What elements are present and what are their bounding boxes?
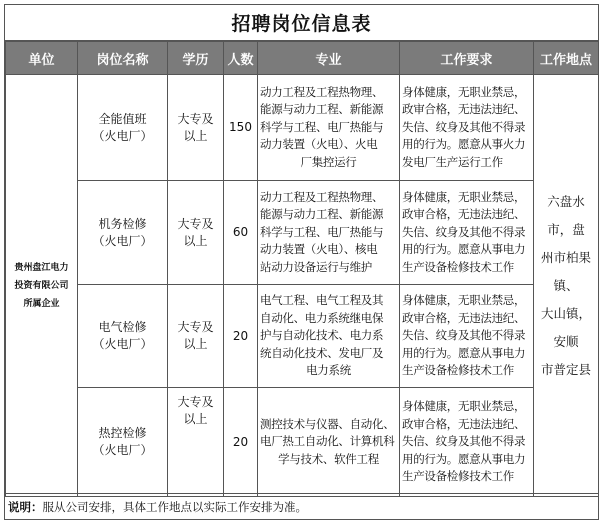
count-cell: 20	[224, 285, 258, 388]
education-line: 以上	[183, 337, 208, 351]
table-row	[6, 181, 599, 285]
requirement-line: 政审合格，无违法违纪、	[402, 102, 526, 117]
major-cell	[258, 388, 400, 497]
count-cell: 60	[224, 181, 258, 285]
major-line: 厂集控运行	[300, 154, 357, 169]
header-unit: 单位	[6, 42, 78, 75]
position-line: （火电厂）	[92, 443, 153, 457]
requirement-line: 用的行为。愿意从事电力	[402, 242, 526, 257]
location-line: 州市柏果镇、	[540, 249, 591, 293]
requirement-line: 失信、纹身及其他不得录	[402, 119, 526, 134]
header-count: 人数	[224, 42, 258, 75]
note-label: 说明：	[8, 499, 43, 514]
note-row	[5, 493, 598, 519]
requirement-cell	[400, 388, 534, 497]
location-cell	[534, 75, 599, 497]
education-line: 以上	[183, 233, 208, 248]
count-cell: 20	[224, 388, 258, 497]
education-line: 以上	[183, 128, 208, 143]
major-line: 护与自动化技术、电力系	[260, 328, 384, 343]
major-line: 统自动化技术、发电厂及	[260, 345, 384, 360]
unit-line: 所属企业	[23, 298, 60, 309]
major-line: 测控技术与仪器、自动化、	[260, 416, 395, 431]
major-cell	[258, 285, 400, 388]
position-cell	[78, 75, 168, 181]
major-line: 学与技术、软件工程	[278, 451, 379, 466]
requirement-line: 生产设备检修技术工作	[402, 469, 514, 484]
major-line: 能源与动力工程、新能源	[260, 102, 384, 117]
education-line: 大专及	[177, 111, 214, 126]
unit-line: 投资有限公司	[14, 280, 69, 291]
requirement-line: 身体健康，无职业禁忌，	[402, 84, 526, 99]
requirement-cell	[400, 181, 534, 285]
requirement-line: 生产设备检修技术工作	[402, 259, 514, 274]
requirement-cell	[400, 285, 534, 388]
major-line: 自动化、电力系统继电保	[260, 310, 384, 325]
major-cell	[258, 181, 400, 285]
education-line: 大专及	[177, 320, 214, 334]
unit-cell	[6, 75, 78, 497]
requirement-line: 身体健康，无职业禁忌，	[402, 189, 526, 204]
requirement-line: 失信、纹身及其他不得录	[402, 328, 526, 343]
table-row	[6, 285, 599, 388]
major-line: 电气工程、电气工程及其	[260, 293, 384, 308]
major-line: 动力装置（火电）、火电	[260, 137, 378, 152]
table-row	[6, 75, 599, 181]
recruitment-table	[5, 41, 599, 497]
table-title: 招聘岗位信息表	[5, 5, 598, 41]
education-cell	[168, 285, 224, 388]
requirement-line: 用的行为。愿意从事火力	[402, 137, 526, 152]
location-line: 六盘水市，盘	[547, 193, 585, 237]
requirement-line: 政审合格，无违法违纪、	[402, 207, 526, 222]
position-line: （火电厂）	[92, 233, 153, 248]
major-line: 科学与工程、电厂热能与	[260, 224, 384, 239]
major-line: 科学与工程、电厂热能与	[260, 119, 384, 134]
major-line: 动力工程及工程热物理、	[260, 189, 384, 204]
education-cell	[168, 75, 224, 181]
location-line: 大山镇，安顺	[540, 305, 591, 349]
recruitment-table-sheet	[4, 4, 599, 520]
requirement-line: 发电厂生产运行工作	[402, 154, 503, 169]
requirement-line: 失信、纹身及其他不得录	[402, 434, 526, 449]
major-line: 动力工程及工程热物理、	[260, 84, 384, 99]
major-line: 动力装置（火电）、核电	[260, 242, 378, 257]
major-line: 电力系统	[306, 363, 351, 378]
education-line: 以上	[183, 412, 208, 426]
position-line: （火电厂）	[92, 337, 153, 351]
header-education: 学历	[168, 42, 224, 75]
education-line: 大专及	[177, 395, 214, 409]
position-cell	[78, 388, 168, 497]
requirement-line: 用的行为。愿意从事电力	[402, 345, 526, 360]
position-line: 电气检修	[98, 320, 147, 334]
requirement-line: 政审合格，无违法违纪、	[402, 310, 526, 325]
position-line: 热控检修	[98, 426, 147, 440]
education-line: 大专及	[177, 216, 214, 231]
requirement-cell	[400, 75, 534, 181]
requirement-line: 政审合格，无违法违纪、	[402, 416, 526, 431]
header-position: 岗位名称	[78, 42, 168, 75]
major-line: 能源与动力工程、新能源	[260, 207, 384, 222]
position-cell	[78, 285, 168, 388]
position-cell	[78, 181, 168, 285]
table-row	[6, 388, 599, 497]
unit-line: 贵州盘江电力	[14, 262, 69, 273]
header-requirement: 工作要求	[400, 42, 534, 75]
education-cell	[168, 181, 224, 285]
requirement-line: 身体健康，无职业禁忌，	[402, 399, 526, 414]
position-line: （火电厂）	[92, 128, 153, 143]
count-cell: 150	[224, 75, 258, 181]
header-location: 工作地点	[534, 42, 599, 75]
position-line: 机务检修	[98, 216, 147, 231]
major-line: 站动力设备运行与维护	[260, 259, 372, 274]
major-cell	[258, 75, 400, 181]
requirement-line: 失信、纹身及其他不得录	[402, 224, 526, 239]
requirement-line: 用的行为。愿意从事电力	[402, 451, 526, 466]
note-text: 服从公司安排，具体工作地点以实际工作安排为准。	[42, 499, 307, 514]
location-line: 市普定县	[540, 361, 591, 377]
table-header-row	[6, 42, 599, 75]
position-line: 全能值班	[98, 111, 147, 126]
major-line: 电厂热工自动化、计算机科	[260, 434, 395, 449]
requirement-line: 生产设备检修技术工作	[402, 363, 514, 378]
education-cell	[168, 388, 224, 497]
requirement-line: 身体健康，无职业禁忌，	[402, 293, 526, 308]
header-major: 专业	[258, 42, 400, 75]
